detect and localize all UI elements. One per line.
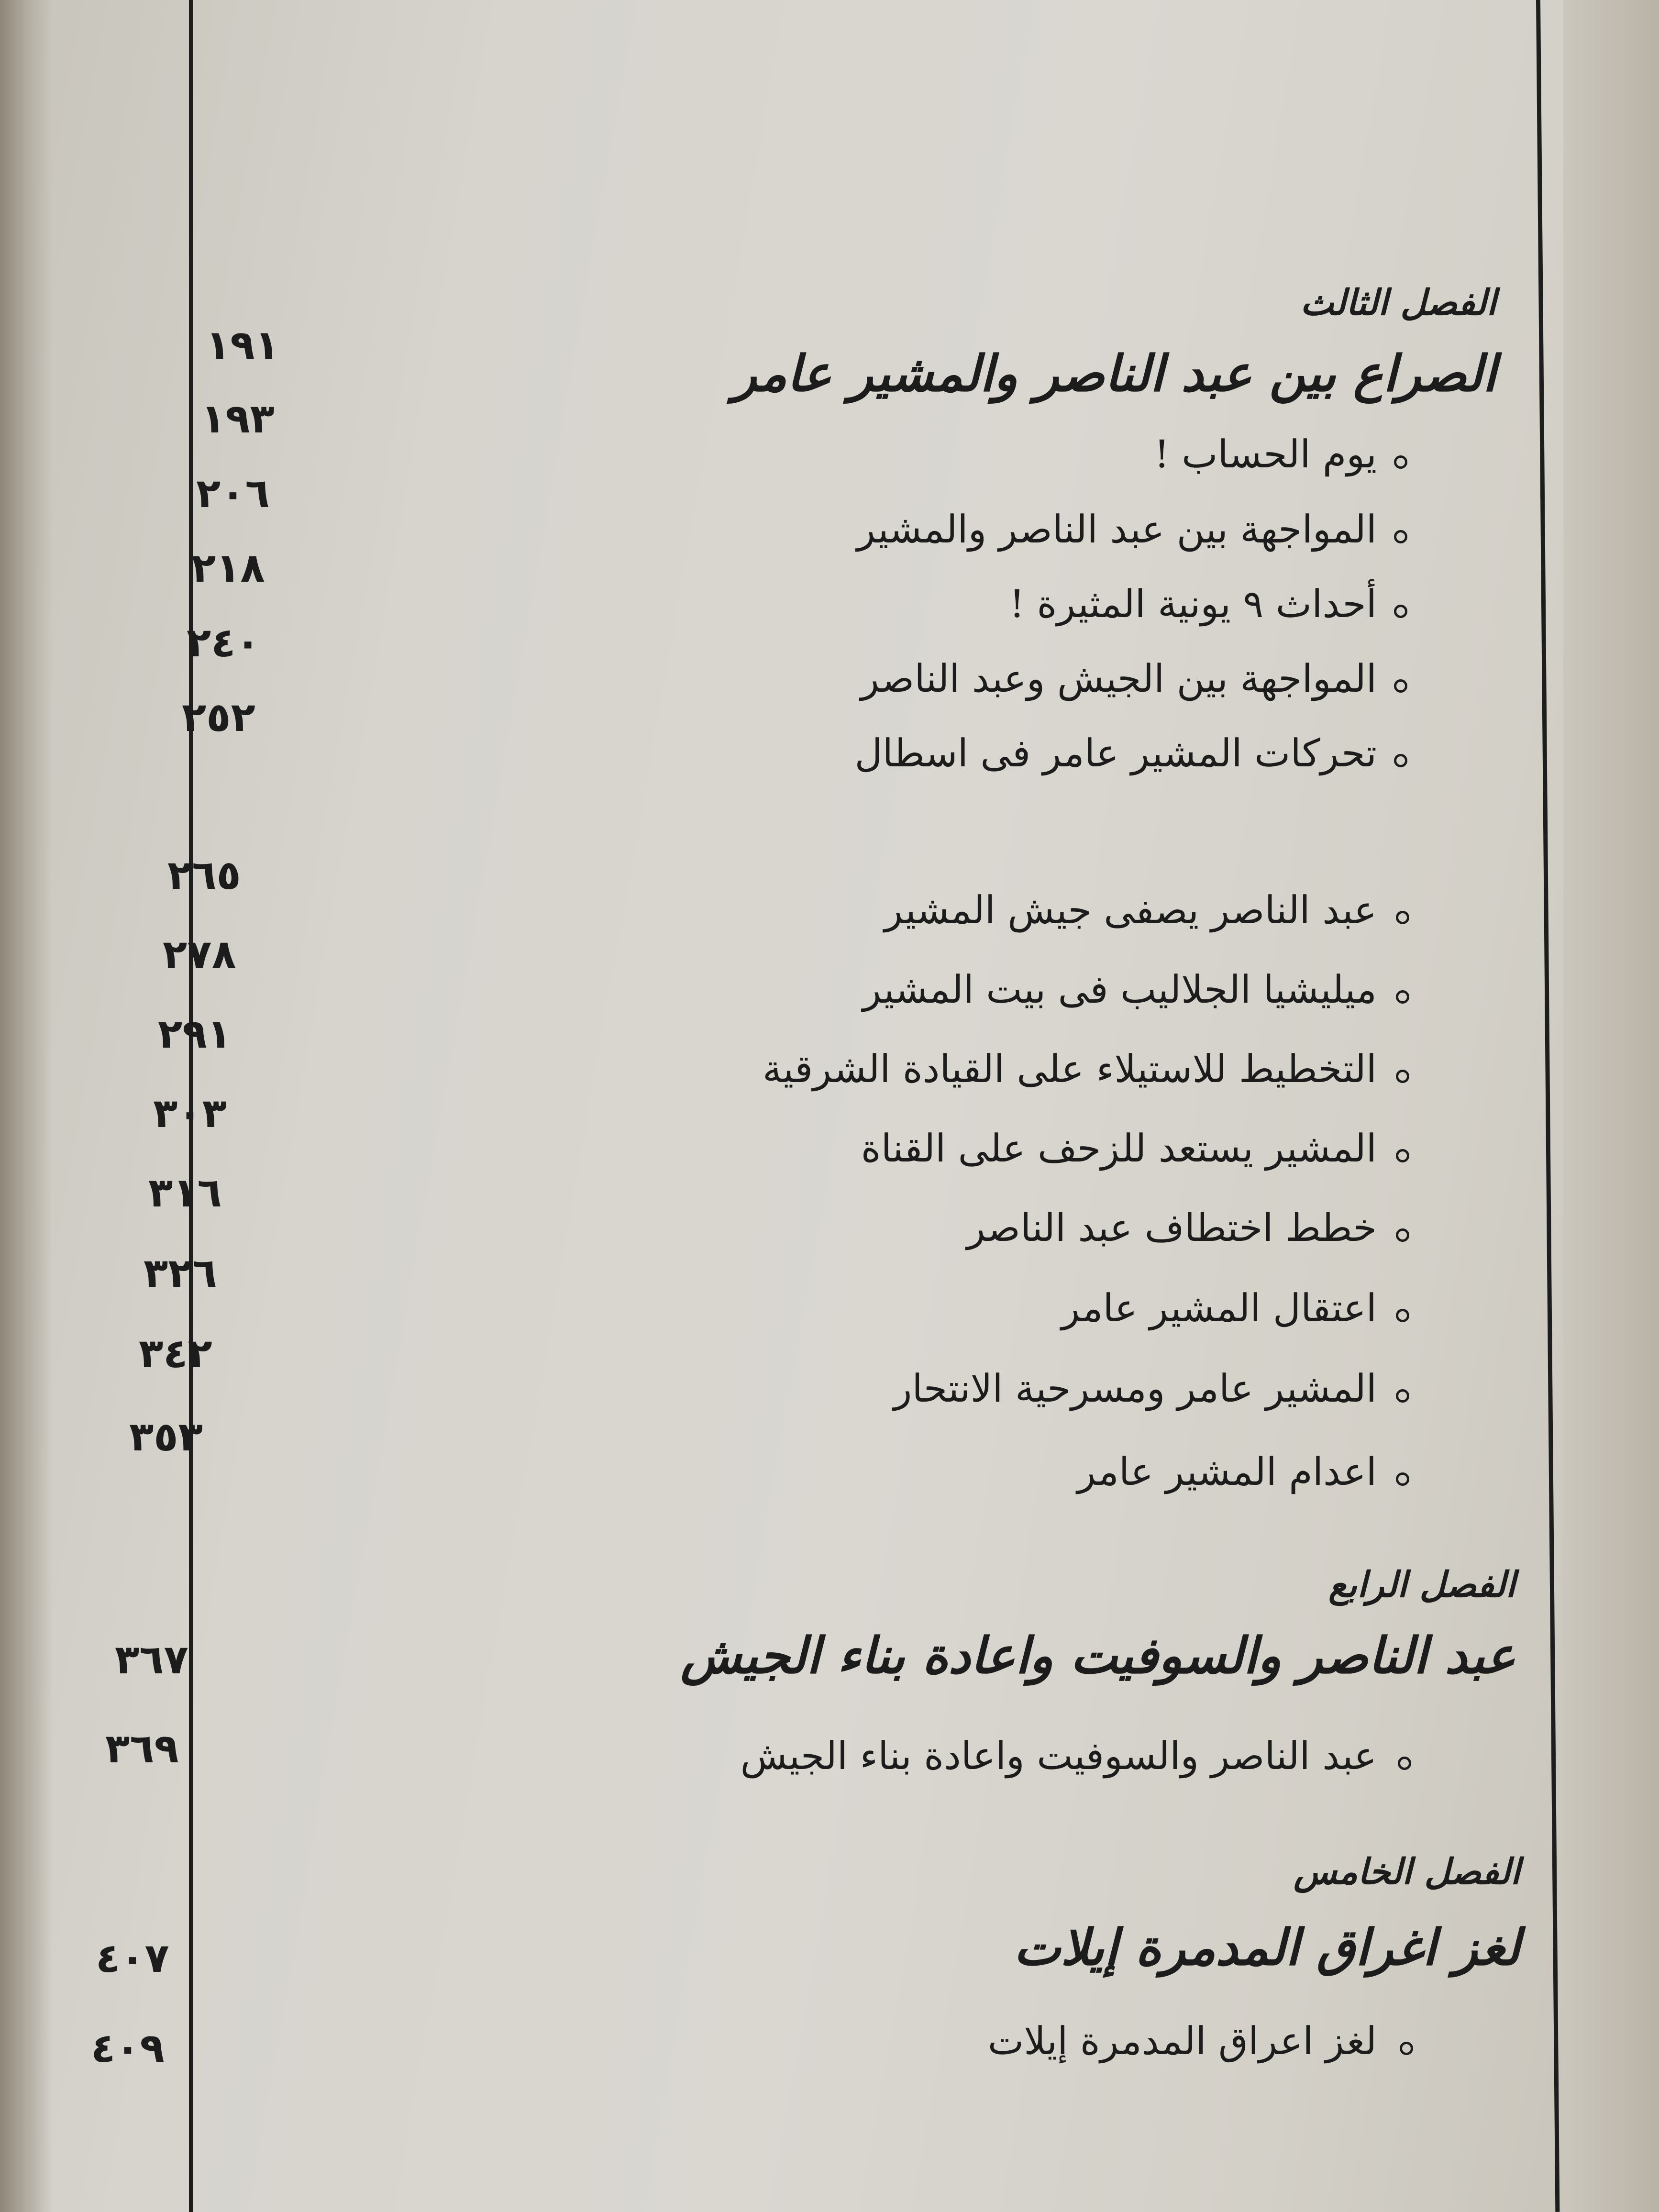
toc-item: عبد الناصر والسوفيت واعادة بناء الجيش [740, 1734, 1377, 1778]
toc-item: أحداث ٩ يونية المثيرة ! [1009, 582, 1377, 626]
page-number: ٣٤٢ [139, 1330, 212, 1377]
page-number: ٢٦٥ [167, 852, 241, 898]
bullet-icon [1396, 990, 1409, 1004]
bullet-icon [1396, 1149, 1409, 1162]
chapter-label: الفصل الخامس [1294, 1851, 1520, 1892]
toc-item: المواجهة بين عبد الناصر والمشير [857, 507, 1377, 552]
toc-item: ميليشيا الجلاليب فى بيت المشير [863, 967, 1377, 1012]
bullet-icon [1396, 1389, 1409, 1403]
page-number: ٣٦٩ [105, 1725, 179, 1772]
bullet-icon [1400, 2042, 1413, 2055]
bullet-icon [1396, 1309, 1409, 1322]
page-number: ٢١٨ [191, 544, 265, 591]
bullet-icon [1398, 1757, 1411, 1770]
toc-item: لغز اعراق المدمرة إيلات [987, 2019, 1377, 2063]
page-number: ٢٥٢ [182, 694, 255, 741]
page-number: ٤٠٩ [91, 2024, 165, 2071]
bullet-icon [1396, 1228, 1409, 1242]
chapter-label: الفصل الرابع [1328, 1564, 1515, 1605]
page-shadow [0, 0, 53, 2212]
bullet-icon [1394, 530, 1407, 543]
page-number: ٣١٦ [148, 1169, 222, 1216]
frame-line-right [1536, 0, 1559, 2212]
bullet-icon [1394, 605, 1407, 618]
page-number: ٢٧٨ [163, 931, 236, 978]
page-number: ٢٩١ [158, 1010, 232, 1057]
page-number: ١٩١ [206, 321, 279, 368]
bullet-icon [1394, 679, 1407, 693]
page-number: ٣٠٣ [153, 1090, 227, 1137]
toc-item: تحركات المشير عامر فى اسطال [854, 731, 1377, 775]
page-number: ٢٤٠ [187, 619, 260, 666]
toc-item: التخطيط للاستيلاء على القيادة الشرقية [763, 1047, 1377, 1091]
page-number: ٣٢٦ [144, 1250, 217, 1296]
toc-item: المواجهة بين الجيش وعبد الناصر [861, 656, 1377, 701]
toc-item: المشير يستعد للزحف على القناة [861, 1126, 1377, 1171]
bullet-icon [1396, 1070, 1409, 1083]
toc-item: خطط اختطاف عبد الناصر [966, 1206, 1377, 1250]
chapter-title: لغز اغراق المدمرة إيلات [1014, 1918, 1520, 1977]
chapter-label: الفصل الثالث [1300, 282, 1496, 323]
chapter-title: الصراع بين عبد الناصر والمشير عامر [732, 344, 1496, 403]
bullet-icon [1394, 754, 1407, 767]
toc-item: عبد الناصر يصفى جيش المشير [884, 888, 1377, 932]
bullet-icon [1396, 911, 1409, 924]
page-number: ١٩٣ [201, 395, 275, 442]
bullet-icon [1394, 455, 1407, 469]
bullet-icon [1396, 1472, 1409, 1486]
toc-item: يوم الحساب ! [1154, 432, 1377, 476]
toc-item: اعتقال المشير عامر [1061, 1286, 1377, 1330]
toc-item: اعدام المشير عامر [1077, 1449, 1377, 1494]
page-number: ٢٠٦ [196, 470, 270, 517]
page-edge [1563, 0, 1659, 2212]
page-number: ٤٠٧ [96, 1935, 169, 1981]
page-number: ٣٥٣ [129, 1413, 203, 1460]
toc-item: المشير عامر ومسرحية الانتحار [893, 1366, 1377, 1411]
page-number: ٣٦٧ [115, 1636, 188, 1683]
chapter-title: عبد الناصر والسوفيت واعادة بناء الجيش [680, 1626, 1515, 1685]
